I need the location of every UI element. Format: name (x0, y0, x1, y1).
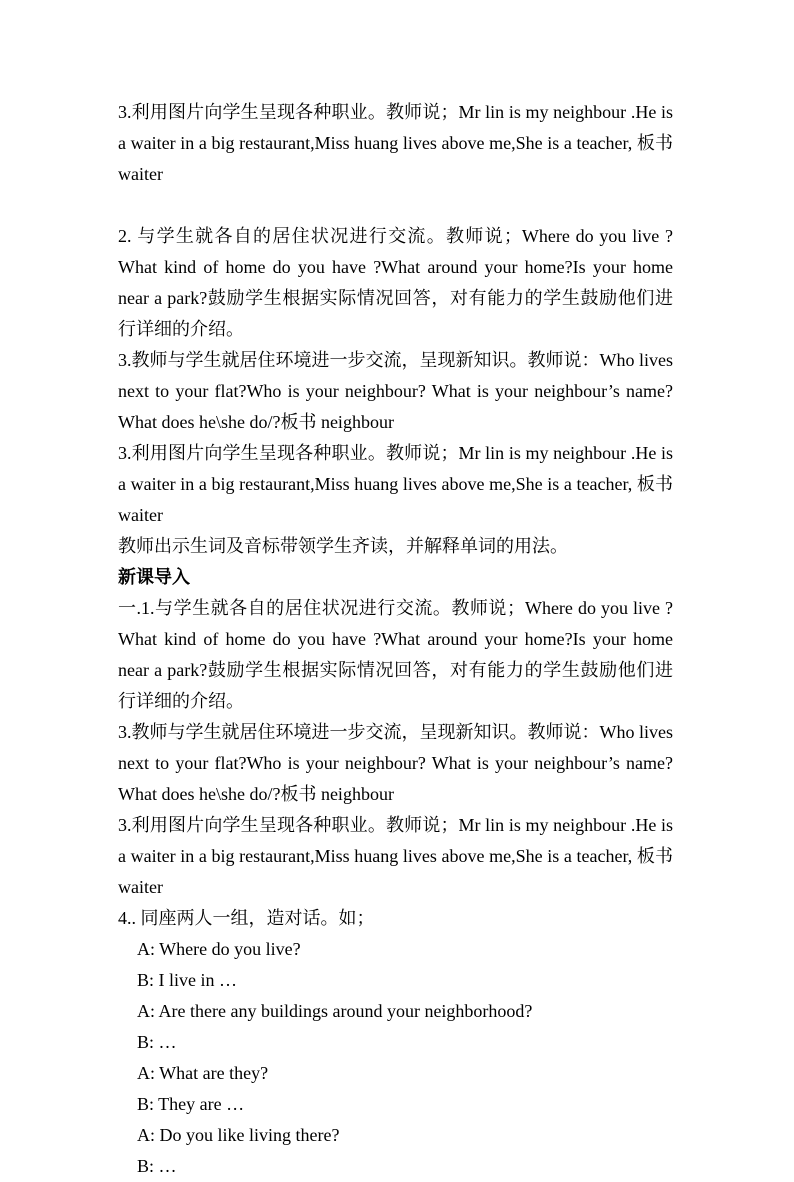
dialogue-line: A: Do you like living there? (137, 1125, 340, 1145)
lesson-step-living-environment: 3.教师与学生就居住环境进一步交流，呈现新知识。教师说：Who lives next to your flat?Who is your neighbour? What is your neighbour’s name?What does he\she do/?板书 neighbour (118, 350, 673, 432)
dialogue-line: B: I live in … (137, 970, 237, 990)
dialogue-line: A: Are there any buildings around your neighborhood? (137, 1001, 533, 1021)
new-lesson-step-show-jobs: 3.利用图片向学生呈现各种职业。教师说；Mr lin is my neighbour .He is a waiter in a big restaurant,Miss huang lives above me,She is a teacher, 板书 waiter (118, 815, 673, 897)
new-lesson-step-living-situation: 一.1.与学生就各自的居住状况进行交流。教师说；Where do you live ? What kind of home do you have ?What around your home?Is your home near a park?鼓励学生根据实际情况回答，对有能力的学生鼓励他们进行详细的介绍。 (118, 598, 673, 711)
dialogue-line: B: They are … (137, 1094, 245, 1114)
lesson-step-show-jobs: 3.利用图片向学生呈现各种职业。教师说；Mr lin is my neighbour .He is a waiter in a big restaurant,Miss huang lives above me,She is a teacher, 板书 waiter (118, 102, 673, 184)
new-lesson-step-pair-dialogue: 4.. 同座两人一组，造对话。如； (118, 908, 375, 928)
dialogue-line: B: … (137, 1156, 177, 1176)
lesson-step-vocabulary-reading: 教师出示生词及音标带领学生齐读，并解释单词的用法。 (118, 536, 568, 556)
dialogue-line: A: What are they? (137, 1063, 269, 1083)
dialogue-line: B: … (137, 1032, 177, 1052)
new-lesson-step-living-environment: 3.教师与学生就居住环境进一步交流，呈现新知识。教师说：Who lives next to your flat?Who is your neighbour? What is your neighbour’s name?What does he\she do/?板书 neighbour (118, 722, 673, 804)
section-heading-new-lesson: 新课导入 (118, 567, 190, 587)
dialogue-line: A: Where do you live? (137, 939, 301, 959)
dialogue-block (118, 934, 673, 1182)
lesson-step-living-situation: 2. 与学生就各自的居住状况进行交流。教师说；Where do you live ? What kind of home do you have ?What around your home?Is your home near a park?鼓励学生根据实际情况回答，对有能力的学生鼓励他们进行详细的介绍。 (118, 226, 673, 339)
lesson-step-show-jobs-repeat: 3.利用图片向学生呈现各种职业。教师说；Mr lin is my neighbour .He is a waiter in a big restaurant,Miss huang lives above me,She is a teacher, 板书 waiter (118, 443, 673, 525)
